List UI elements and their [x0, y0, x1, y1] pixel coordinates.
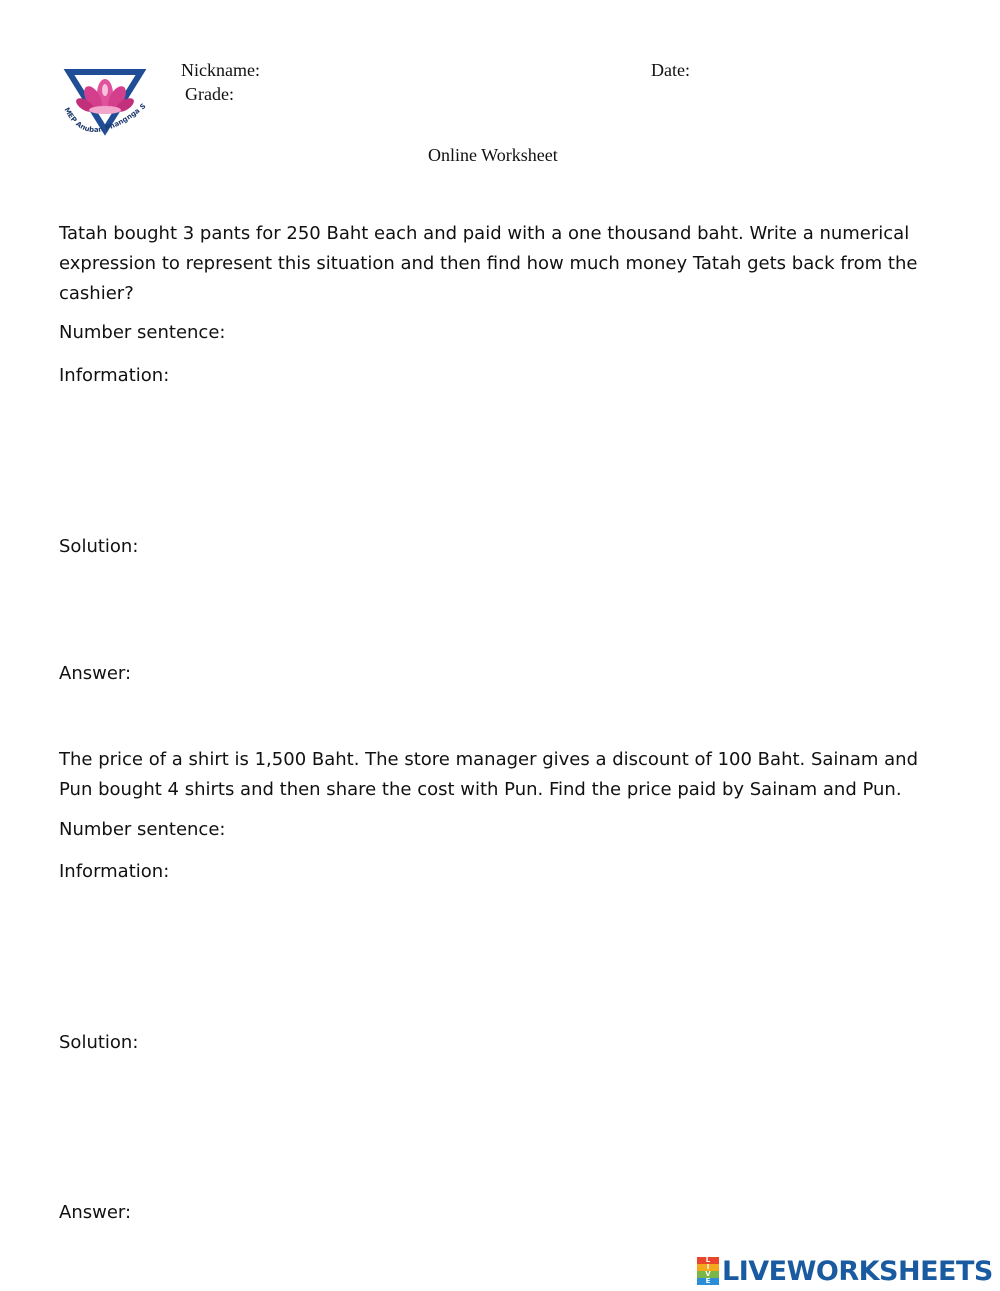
question-1-number-sentence-label: Number sentence: [59, 322, 226, 343]
live-badge-icon [697, 1257, 719, 1285]
question-2-text: The price of a shirt is 1,500 Baht. The store manager gives a discount of 100 Baht. Sainam and Pun bought 4 shirts and then share the cost with Pun. Find the price paid by Sainam and Pun. [59, 749, 918, 800]
question-2-number-sentence-label: Number sentence: [59, 819, 226, 840]
question-2-information-label: Information: [59, 861, 170, 882]
question-1-text: Tatah bought 3 pants for 250 Baht each and paid with a one thousand baht. Write a numerical expression to represent this situation and then find how much money Tatah gets back from the cashier? [59, 223, 918, 304]
liveworksheets-logo[interactable] [697, 1254, 993, 1288]
question-1-answer-label: Answer: [59, 663, 132, 684]
liveworksheets-brand-text: LIVEWORKSHEETS [722, 1255, 993, 1287]
logo-school-name: MEP Anuban Phangnga S [62, 102, 148, 135]
question-1-information-label: Information: [59, 365, 170, 386]
question-2-answer-label: Answer: [59, 1202, 132, 1223]
worksheet-title: Online Worksheet [428, 145, 558, 165]
question-2-solution-label: Solution: [59, 1032, 139, 1053]
badge-letter-l: L [697, 1257, 719, 1264]
badge-letter-v: V [697, 1271, 719, 1278]
date-label: Date: [651, 60, 690, 80]
school-logo [55, 66, 155, 148]
nickname-label: Nickname: [181, 60, 260, 80]
question-1-solution-label: Solution: [59, 536, 139, 557]
grade-label: Grade: [185, 84, 234, 104]
badge-letter-i: I [697, 1264, 719, 1271]
badge-letter-e: E [697, 1278, 719, 1285]
